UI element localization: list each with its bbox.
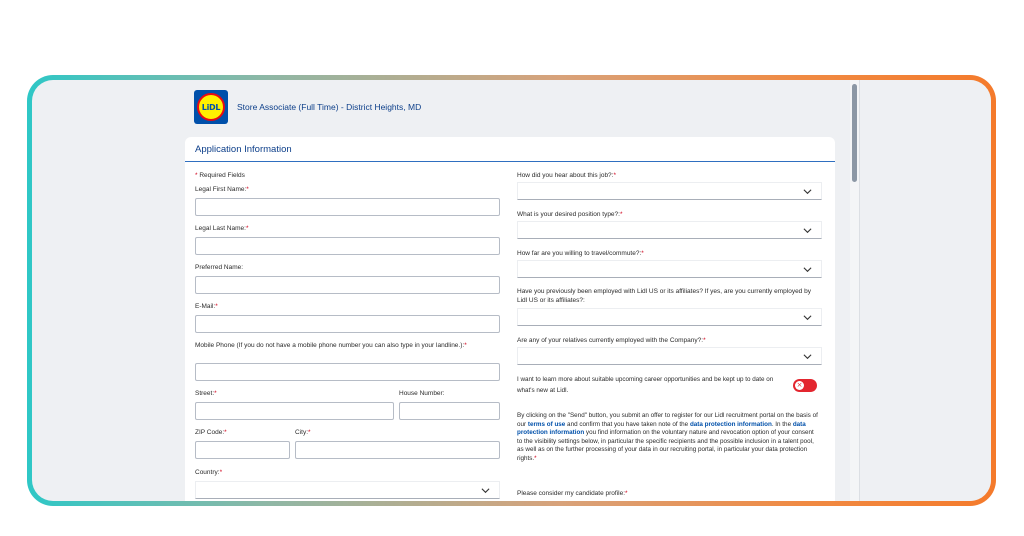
city-input[interactable] — [295, 441, 500, 459]
previous-employment-select[interactable] — [517, 308, 822, 326]
last-name-label: Legal Last Name:* — [195, 225, 249, 232]
street-input[interactable] — [195, 402, 394, 420]
commute-select[interactable] — [517, 260, 822, 278]
position-type-label: What is your desired position type?:* — [517, 211, 623, 218]
zip-code-input[interactable] — [195, 441, 290, 459]
mobile-phone-label: Mobile Phone (If you do not have a mobile phone number you can also type in your landline.):* — [195, 342, 467, 349]
section-title: Application Information — [185, 137, 835, 162]
country-label: Country:* — [195, 469, 223, 476]
lidl-logo[interactable] — [194, 90, 228, 124]
chevron-down-icon — [803, 226, 812, 235]
first-name-label: Legal First Name:* — [195, 186, 249, 193]
career-opportunities-toggle[interactable] — [793, 379, 817, 392]
scrollbar-thumb[interactable] — [852, 84, 857, 182]
relatives-select[interactable] — [517, 347, 822, 365]
consent-text: By clicking on the "Send" button, you submit an offer to register for our Lidl recruitment portal on the basis of our terms of use and confirm that you have taken note of the data protection information. In the data protection information you find information on the voluntary nature and revocation option of your consent to the visibility settings below, in particular the specific recipients and the possible inclusion in a talent pool, as well as on the further processing of your data in our recruiting portal, in particular your data protection rights.* — [517, 412, 818, 462]
first-name-input[interactable] — [195, 198, 500, 216]
hear-about-job-select[interactable] — [517, 182, 822, 200]
preferred-name-input[interactable] — [195, 276, 500, 294]
email-label: E-Mail:* — [195, 303, 218, 310]
side-panel — [859, 80, 991, 501]
close-icon: × — [796, 381, 803, 389]
page-header — [194, 90, 421, 124]
page-scrollbar[interactable] — [850, 80, 859, 501]
previous-employment-label: Have you previously been employed with Lidl US or its affiliates? If yes, are you currently employed by Lidl US or its affiliates?: — [517, 288, 811, 304]
commute-label: How far are you willing to travel/commute?:* — [517, 250, 644, 257]
country-select[interactable] — [195, 481, 500, 499]
chevron-down-icon — [803, 265, 812, 274]
email-input[interactable] — [195, 315, 500, 333]
chevron-down-icon — [803, 313, 812, 322]
preferred-name-label: Preferred Name: — [195, 264, 244, 271]
relatives-label: Are any of your relatives currently employed with the Company?:* — [517, 337, 706, 344]
chevron-down-icon — [481, 486, 490, 495]
application-form-card — [185, 137, 835, 501]
chevron-down-icon — [803, 187, 812, 196]
data-protection-link[interactable]: data protection information — [689, 420, 772, 428]
candidate-profile-label: Please consider my candidate profile:* — [517, 490, 628, 497]
position-type-select[interactable] — [517, 221, 822, 239]
mobile-phone-input[interactable] — [195, 363, 500, 381]
house-number-label: House Number: — [399, 390, 445, 397]
zip-code-label: ZIP Code:* — [195, 429, 227, 436]
lidl-logo-mark: LiDL — [197, 93, 225, 121]
street-label: Street:* — [195, 390, 217, 397]
career-opportunities-text: I want to learn more about suitable upcoming career opportunities and be kept up to date on what's new at Lidl. — [517, 376, 774, 394]
device-frame — [27, 75, 996, 506]
city-label: City:* — [295, 429, 311, 436]
house-number-input[interactable] — [399, 402, 500, 420]
browser-viewport — [32, 80, 991, 501]
terms-of-use-link[interactable]: terms of use — [527, 420, 566, 428]
data-protection-link-2[interactable]: data protection information — [517, 420, 806, 437]
last-name-input[interactable] — [195, 237, 500, 255]
job-title: Store Associate (Full Time) - District Heights, MD — [237, 102, 422, 112]
hear-about-job-label: How did you hear about this job?:* — [517, 172, 617, 179]
required-fields-note: * Required Fields — [195, 172, 245, 179]
chevron-down-icon — [803, 352, 812, 361]
